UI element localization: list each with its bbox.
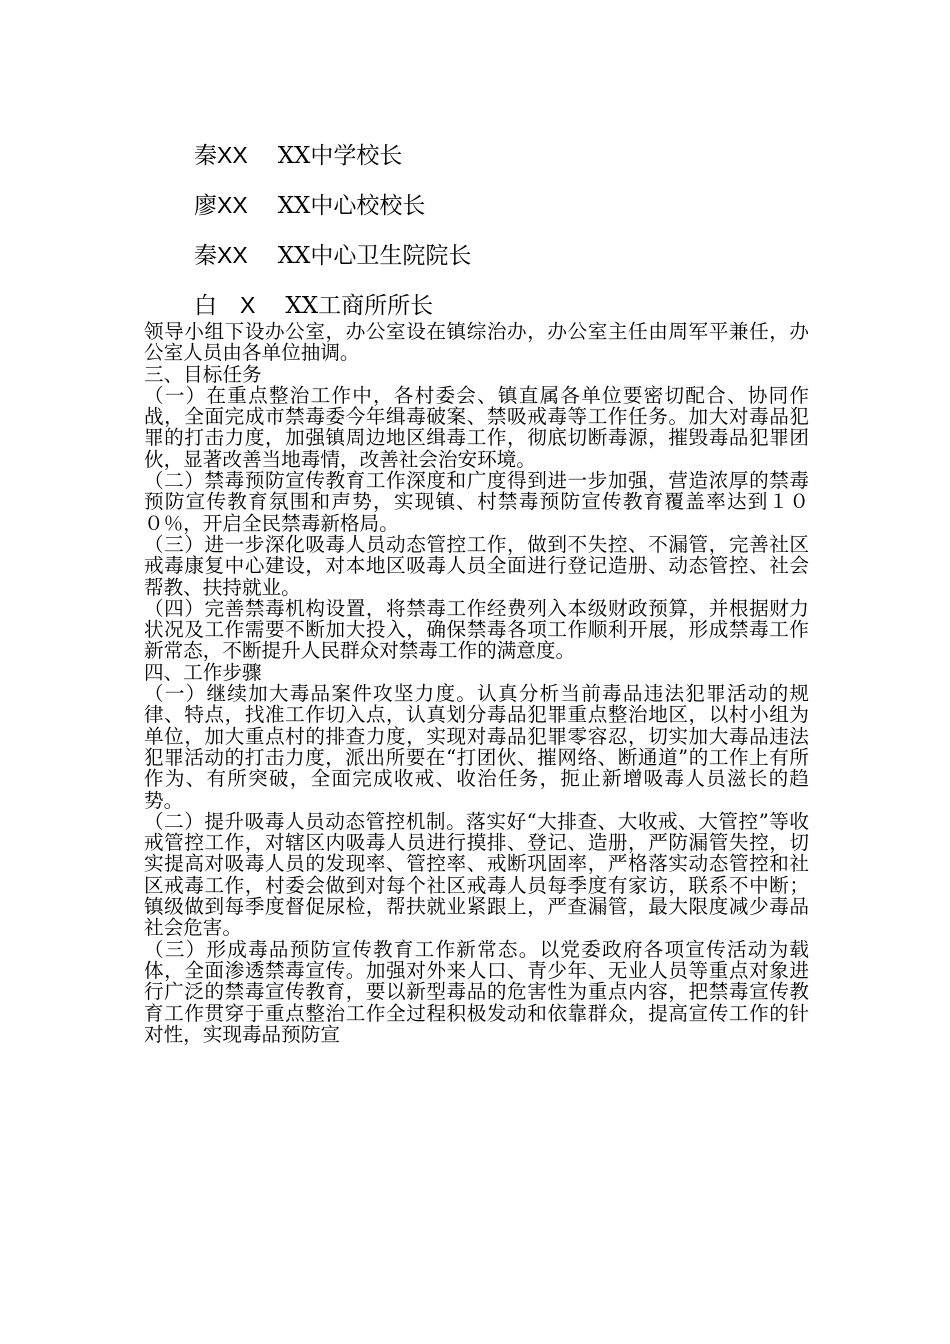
leadership-member-list: [194, 130, 471, 330]
step-paragraph-3: （三）形成毒品预防宣传教育工作新常态。以党委政府各项宣传活动为载体，全面渗透禁毒宣传。加强对外来人口、青少年、无业人员等重点对象进行广泛的禁毒宣传教育，要以新型毒品的危害性为重点内容，把禁毒宣传教育工作贯穿于重点整治工作全过程积极发动和依靠群众，提高宣传工作的针对性，实现毒品预防宣: [144, 937, 809, 1046]
member-line: [194, 230, 471, 280]
office-setup-paragraph: 领导小组下设办公室，办公室设在镇综治办，办公室主任由周军平兼任，办公室人员由各单位抽调。: [144, 320, 809, 365]
step-paragraph-2: （二）提升吸毒人员动态管控机制。落实好“大排查、大收戒、大管控”等收戒管控工作，对辖区内吸毒人员进行摸排、登记、造册，严防漏管失控，切实提高对吸毒人员的发现率、管控率、戒断巩固率，严格落实动态管控和社区戒毒工作，村委会做到对每个社区戒毒人员每季度有家访，联系不中断；镇级做到每季度督促尿检，帮扶就业紧跟上，严查漏管，最大限度减少毒品社会危害。: [144, 809, 809, 940]
goal-paragraph-3: （三）进一步深化吸毒人员动态管控工作，做到不失控、不漏管，完善社区戒毒康复中心建设，对本地区吸毒人员全面进行登记造册、动态管控、社会帮教、扶持就业。: [144, 532, 809, 599]
goal-paragraph-2: （二）禁毒预防宣传教育工作深度和广度得到进一步加强，营造浓厚的禁毒预防宣传教育氛围和声势，实现镇、村禁毒预防宣传教育覆盖率达到１００％，开启全民禁毒新格局。: [144, 469, 809, 535]
member-name: 白 X: [194, 292, 256, 318]
goal-paragraph-4: （四）完善禁毒机构设置，将禁毒工作经费列入本级财政预算，并根据财力状况及工作需要不断加大投入，确保禁毒各项工作顺利开展，形成禁毒工作新常态，不断提升人民群众对禁毒工作的满意度。: [144, 596, 809, 663]
section-heading-steps: 四、工作步骤: [144, 660, 262, 684]
document-body: [144, 321, 809, 1045]
section-heading-goals: 三、目标任务: [144, 362, 262, 386]
member-line: [194, 130, 471, 180]
member-title: XX中心卫生院院长: [277, 243, 472, 269]
member-title: XX中学校长: [277, 143, 403, 169]
member-line: [194, 180, 471, 230]
member-title: XX工商所所长: [285, 293, 434, 319]
member-title: XX中心校校长: [277, 193, 426, 219]
member-name: 秦XX: [194, 242, 248, 268]
goal-paragraph-1: （一）在重点整治工作中，各村委会、镇直属各单位要密切配合、协同作战，全面完成市禁毒委今年缉毒破案、禁吸戒毒等工作任务。加大对毒品犯罪的打击力度，加强镇周边地区缉毒工作，彻底切断毒源，摧毁毒品犯罪团伙，显著改善当地毒情，改善社会治安环境。: [144, 383, 809, 471]
member-name: 廖XX: [194, 192, 248, 218]
step-paragraph-1: （一）继续加大毒品案件攻坚力度。认真分析当前毒品违法犯罪活动的规律、特点，找准工作切入点，认真划分毒品犯罪重点整治地区，以村小组为单位，加大重点村的排查力度，实现对毒品犯罪零容忍，切实加大毒品违法犯罪活动的打击力度，派出所要在“打团伙、摧网络、断通道”的工作上有所作为、有所突破，全面完成收戒、收治任务，扼止新增吸毒人员滋长的趋势。: [144, 682, 809, 812]
member-name: 秦XX: [194, 142, 248, 168]
